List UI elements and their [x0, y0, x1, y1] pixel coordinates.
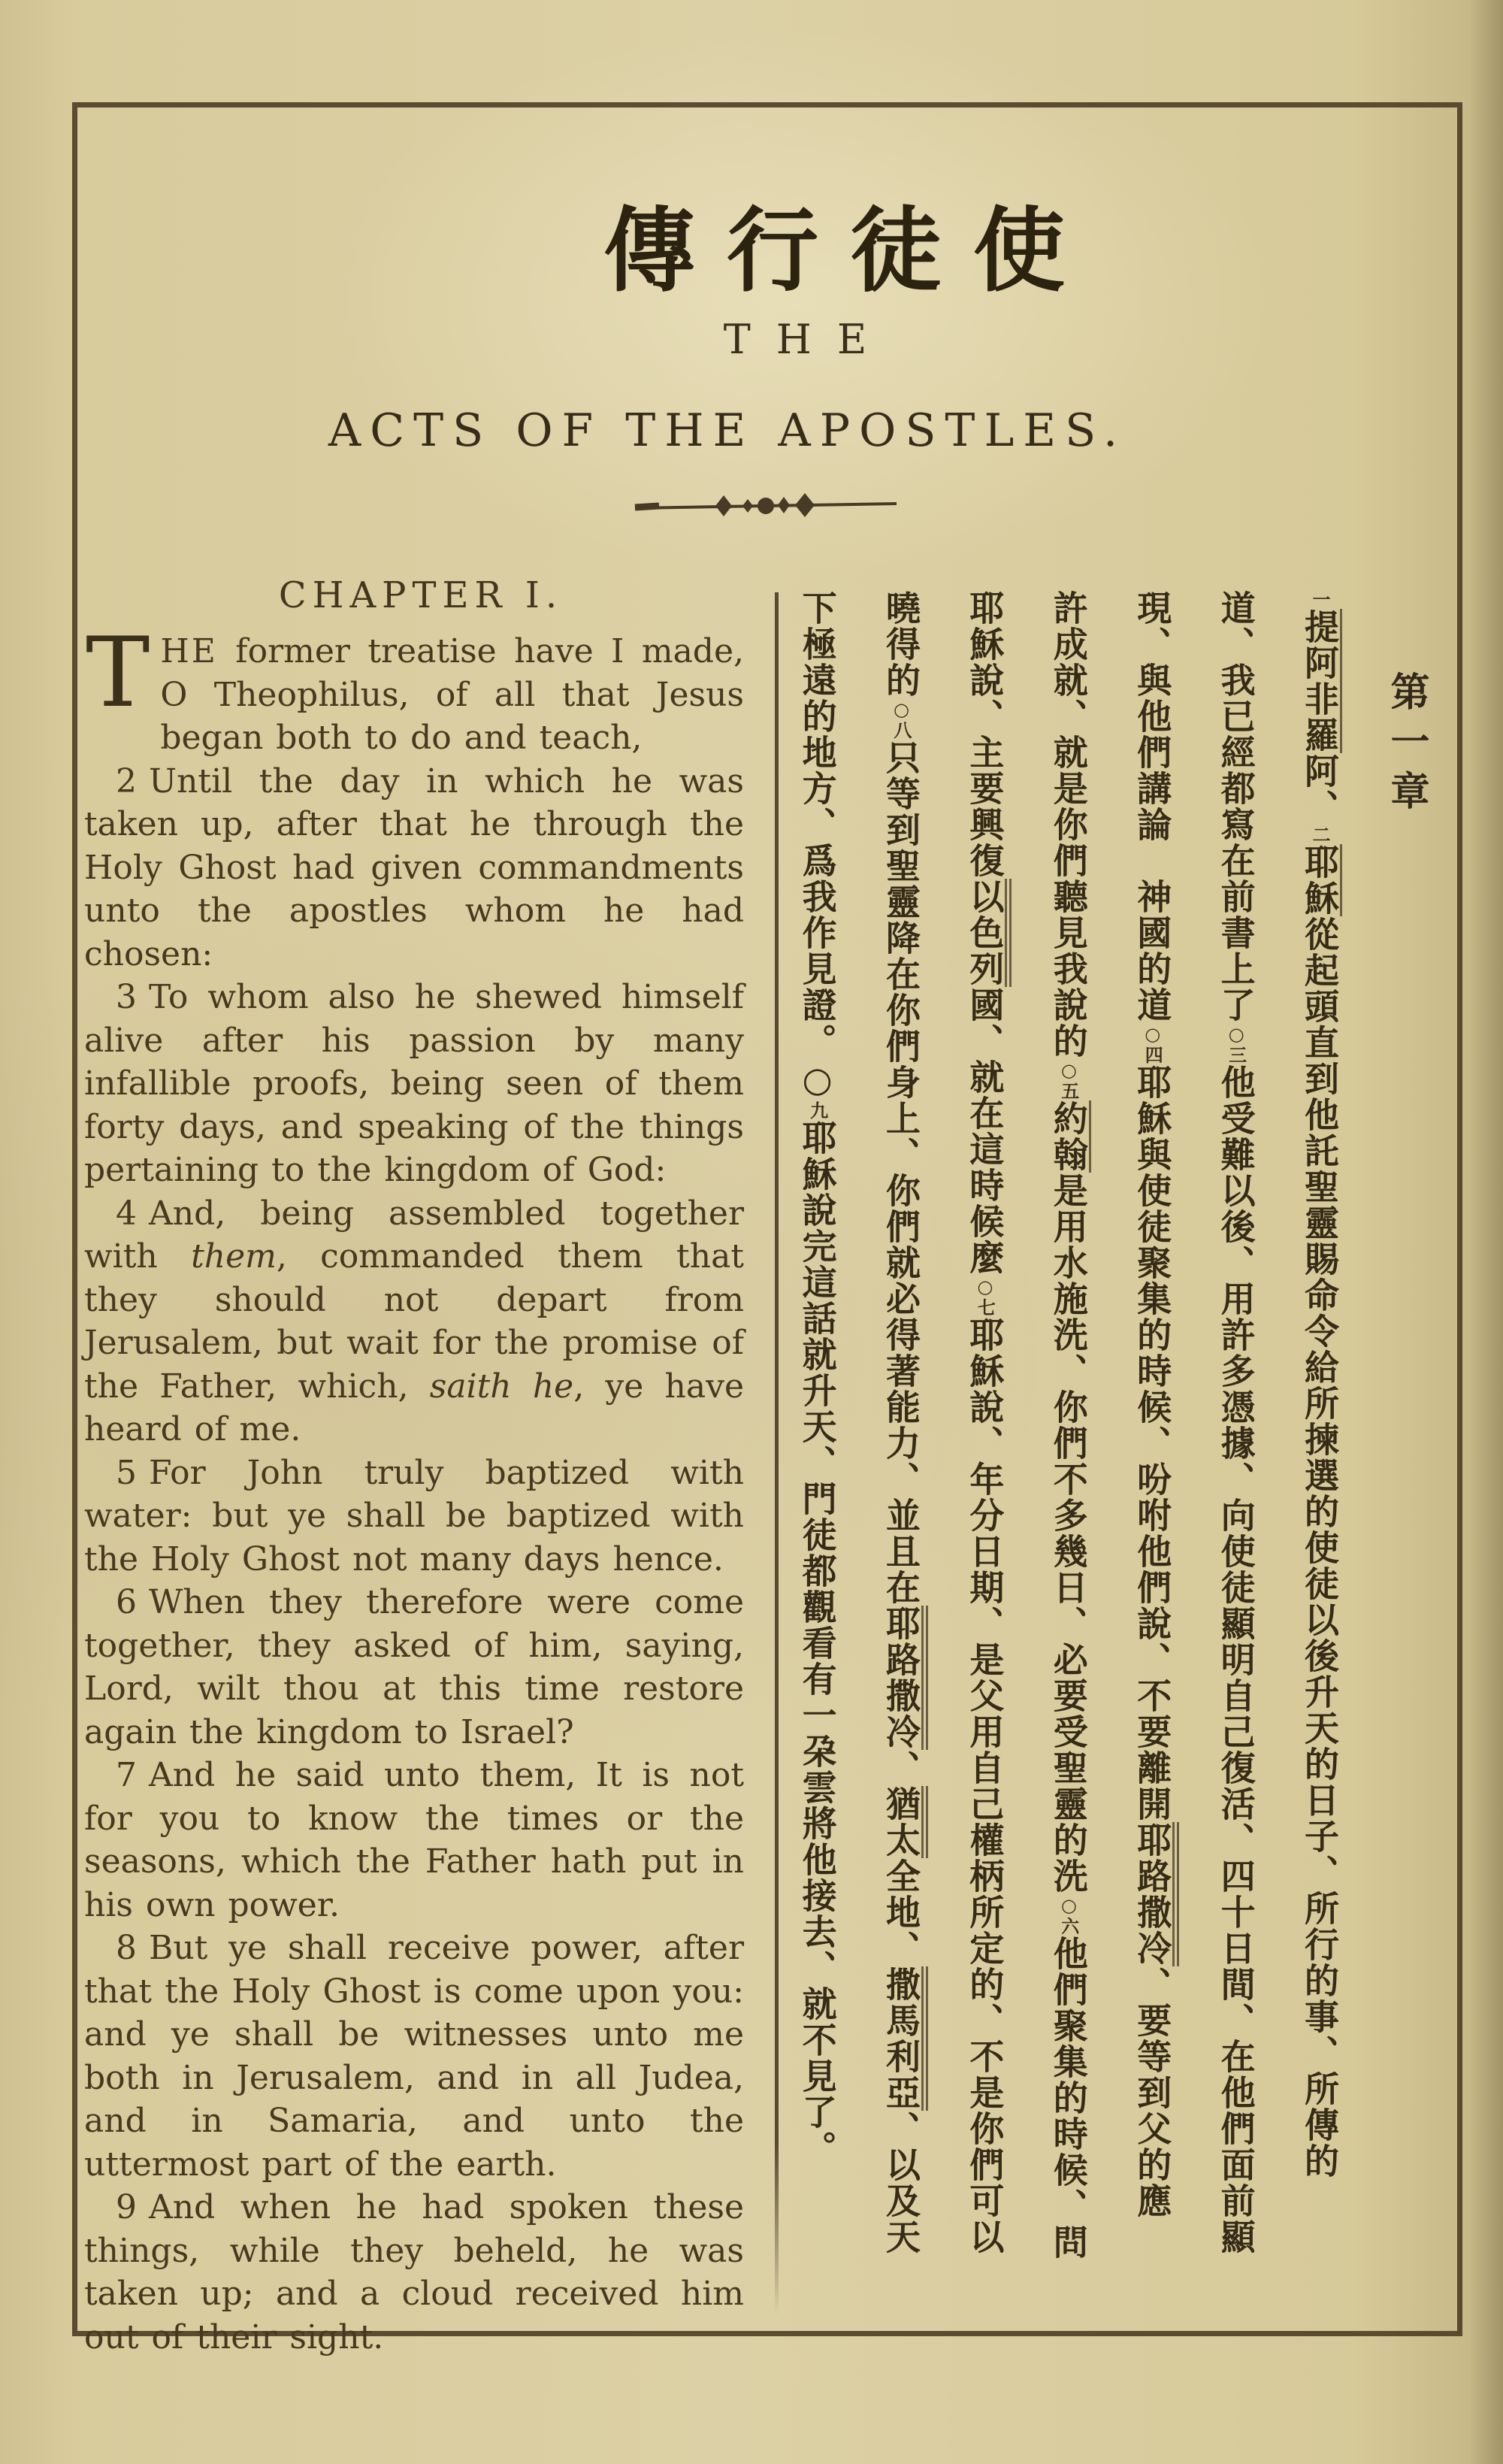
english-text-column — [84, 617, 744, 2359]
verse-marker: ○八 — [891, 698, 912, 740]
paragraph-circle: ○ — [797, 1059, 838, 1101]
verse-paragraph: 5 For John truly baptized with water: but ye shall be baptized with the Holy Ghost not many days hence. — [84, 1453, 744, 1579]
chinese-column: 曉得的○八只等到聖靈降在你們身上、你們就必得著能力、並且在耶路撒冷、猶太全地、撒馬利亞、以及天 — [879, 590, 923, 2319]
book-gutter-shadow — [1468, 0, 1503, 2464]
column-divider-line — [775, 592, 779, 2315]
english-title-line1: THE — [723, 316, 893, 363]
verse-number: 4 — [116, 1194, 137, 1233]
verse-number: 7 — [116, 1756, 137, 1794]
verse-paragraph: 7 And he said unto them, It is not for you to know the times or the seasons, which the Father hath put in his own power. — [84, 1756, 744, 1924]
italic-text: them — [191, 1237, 277, 1276]
verse-number: 2 — [116, 761, 137, 801]
chinese-column: 下極遠的地方、爲我作見證。○九耶穌說完這話就升天、門徒都觀看有一朶雲將他接去、就不見了。 — [797, 590, 838, 2166]
verse-paragraph: 6 When they therefore were come together, they asked of him, saying, Lord, wilt thou at this time restore again the kingdom to Israel? — [84, 1583, 744, 1751]
person-name-mark: 提阿非羅 — [1299, 609, 1342, 753]
verse-paragraph: 9 And when he had spoken these things, while they beheld, he was taken up; and a cloud received him out of their sight. — [84, 2188, 744, 2357]
verse-paragraph: 8 But ye shall receive power, after that the Holy Ghost is come upon you: and ye shall be witnesses unto me both in Jerusalem, and in all Judea, and in Samaria, and unto the uttermost part of the earth. — [84, 1929, 744, 2184]
chapter-heading-english: CHAPTER I. — [278, 574, 564, 616]
verse-marker: 九 — [806, 1101, 829, 1120]
verse-paragraph: THE former treatise have I made, O Theophilus, of all that Jesus began both to do and teach, — [86, 617, 744, 757]
place-name-mark: 撒馬利亞 — [881, 1966, 928, 2111]
verse-marker: 二 — [1309, 825, 1331, 844]
verse-marker: ○四 — [1142, 1023, 1164, 1064]
place-name-mark: 猶太 — [881, 1786, 928, 1858]
verse-number: 8 — [116, 1929, 137, 1967]
verse-marker: ○七 — [974, 1276, 996, 1317]
drop-cap-lead: HE — [160, 632, 218, 670]
place-name-mark: 耶路撒冷 — [881, 1606, 928, 1750]
person-name-mark: 約翰 — [1048, 1100, 1091, 1173]
chinese-column: 道、我已經都寫在前書上了○三他受難以後、用許多憑據、向使徒顯明自己復活、四十日間、在他們面前顯 — [1215, 590, 1257, 2255]
verse-number: 9 — [116, 2188, 137, 2226]
chinese-column: 許成就、就是你們聽見我說的○五約翰是用水施洗、你們不多幾日、必要受聖靈的洗○六他們聚集的時候、問 — [1047, 590, 1090, 2319]
chinese-column: 現、與他們講論 神國的道○四耶穌與使徒聚集的時候、吩咐他們說、不要離開耶路撒冷、要等到父的應 — [1130, 590, 1174, 2319]
verse-marker: ○三 — [1225, 1023, 1247, 1064]
place-name-mark: 以色列 — [964, 879, 1012, 987]
verse-paragraph: 2 Until the day in which he was taken up, after that he through the Holy Ghost had given commandments unto the apostles whom he had chosen: — [84, 761, 744, 973]
chapter-heading-chinese: 第一章 — [1384, 671, 1429, 820]
italic-text: saith he — [429, 1367, 574, 1406]
divider-ornament — [634, 493, 898, 519]
verse-number: 5 — [116, 1453, 137, 1492]
english-title-line2: ACTS OF THE APOSTLES. — [328, 404, 1127, 457]
verse-marker: ○六 — [1057, 1894, 1080, 1936]
verse-marker: ○五 — [1057, 1059, 1080, 1100]
verse-number: 6 — [116, 1583, 137, 1621]
chinese-column: 耶穌說、主要興復以色列國、就在這時候麼○七耶穌說、年分日期、是父用自己權柄所定的、不是你們可以 — [963, 590, 1006, 2319]
verse-number: 3 — [116, 978, 137, 1016]
chinese-column: 一提阿非羅阿、二耶穌從起頭直到他託聖靈賜命令給所揀選的使徒以後升天的日子、所行的事、所傳的 — [1298, 590, 1341, 2319]
chinese-book-title: 傳行徒使 — [603, 196, 1096, 304]
verse-paragraph: 4 And, being assembled together with them, commanded them that they should not depart from Jerusalem, but wait for the promise of the Father, which, saith he, ye have heard of me. — [84, 1194, 744, 1448]
place-name-mark: 耶路撒冷 — [1132, 1822, 1179, 1966]
person-name-mark: 耶穌 — [1299, 844, 1342, 916]
verse-marker: 一 — [1309, 590, 1331, 609]
drop-cap: T — [86, 617, 150, 729]
verse-paragraph: 3 To whom also he shewed himself alive after his passion by many infallible proofs, being seen of them forty days, and speaking of the things pertaining to the kingdom of God: — [84, 978, 744, 1189]
